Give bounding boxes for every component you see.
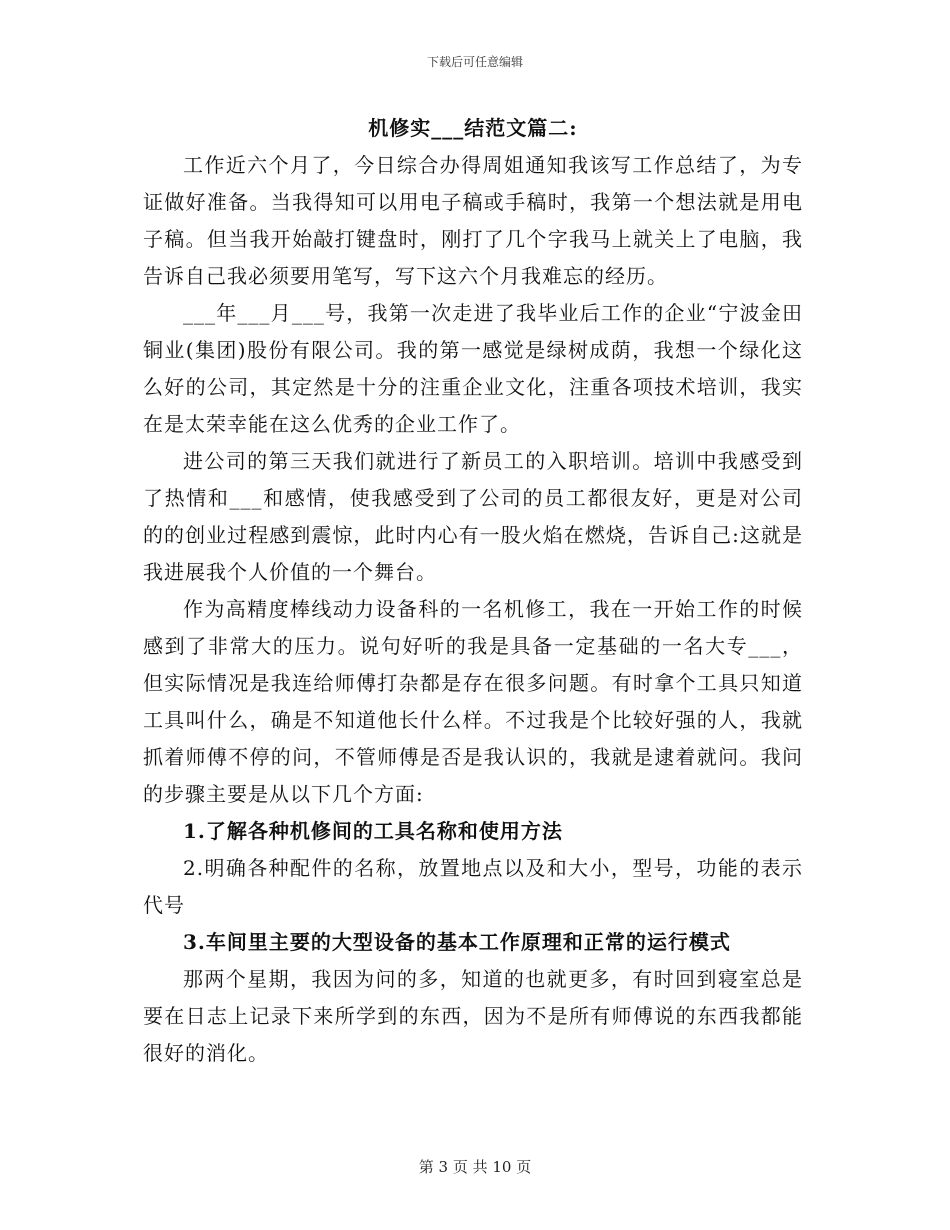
document-title: 机修实___结范文篇二: (368, 116, 578, 140)
paragraph-intro: 工作近六个月了，今日综合办得周姐通知我该写工作总结了，为专证做好准备。当我得知可以用电子稿或手稿时，我第一个想法就是用电子稿。但当我开始敲打键盘时，刚打了几个字我马上就关上了电脑，我告诉自己我必须要用笔写，写下这六个月我难忘的经历。 (143, 153, 803, 288)
page-header-note: 下载后可任意编辑 (426, 55, 523, 69)
paragraph-two-weeks: 那两个星期，我因为问的多，知道的也就更多，有时回到寝室总是要在日志上记录下来所学到的东西，因为不是所有师傅说的东西我都能很好的消化。 (143, 967, 803, 1065)
list-item-2: 2.明确各种配件的名称，放置地点以及和大小，型号，功能的表示代号 (143, 856, 803, 917)
paragraph-mechanic-role: 作为高精度棒线动力设备科的一名机修工，我在一开始工作的时候感到了非常大的压力。说句好听的我是具备一定基础的一名大专___，但实际情况是我连给师傅打杂都是存在很多问题。有时拿个工具只知道工具叫什么，确是不知道他长什么样。不过我是个比较好强的人，我就抓着师傅不停的问，不管师傅是否是我认识的，我就是逮着就问。我问的步骤主要是从以下几个方面: (143, 597, 803, 806)
paragraph-company: ___年___月___号，我第一次走进了我毕业后工作的企业“宁波金田铜业(集团)股份有限公司。我的第一感觉是绿树成荫，我想一个绿化这么好的公司，其定然是十分的注重企业文化，注重各项技术培训，我实在是太荣幸能在这么优秀的企业工作了。 (143, 301, 803, 436)
page-number-footer: 第 3 页 共 10 页 (418, 1158, 532, 1176)
list-item-3: 3.车间里主要的大型设备的基本工作原理和正常的运行模式 (183, 930, 731, 954)
document-body (143, 110, 803, 1072)
list-item-1: 1.了解各种机修间的工具名称和使用方法 (183, 819, 563, 843)
paragraph-training: 进公司的第三天我们就进行了新员工的入职培训。培训中我感受到了热情和___和感情，使我感受到了公司的员工都很友好，更是对公司的的创业过程感到震惊，此时内心有一股火焰在燃烧，告诉自己:这就是我进展我个人价值的一个舞台。 (143, 449, 803, 584)
